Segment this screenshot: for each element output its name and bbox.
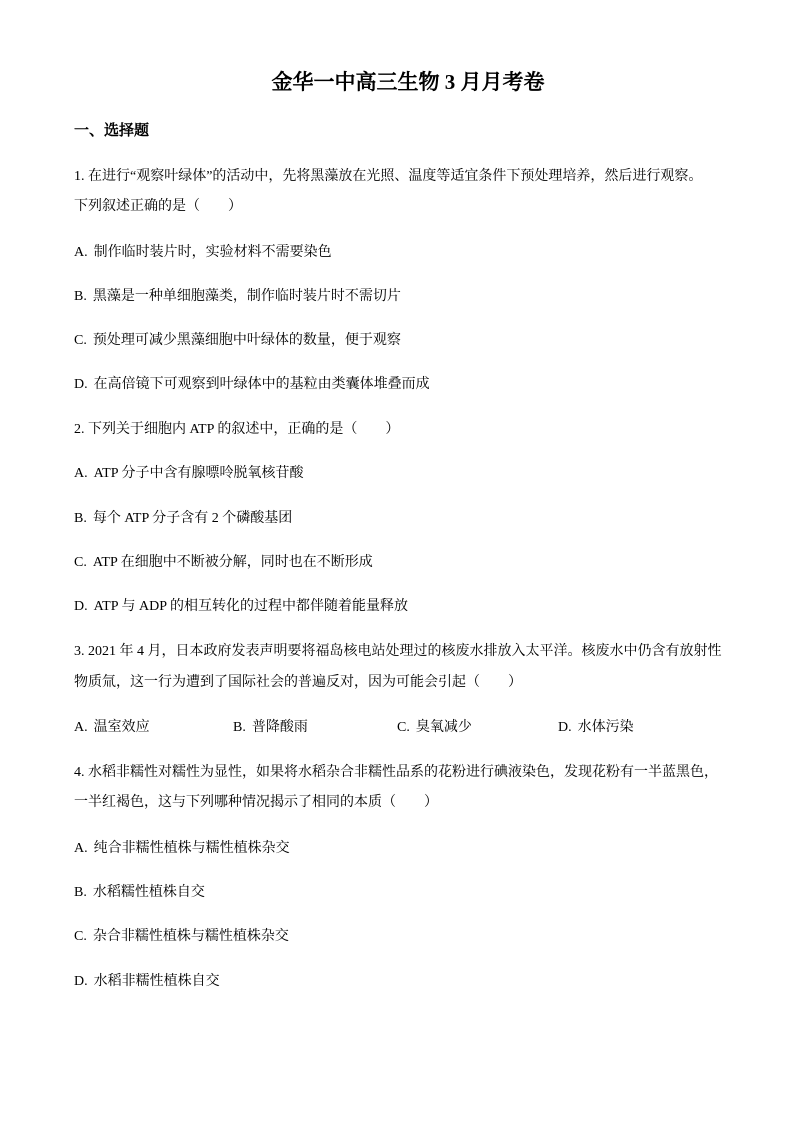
option-text: 水稻糯性植株自交 [92,885,205,900]
option-a [74,718,150,738]
option-text: 纯合非糯性植株与糯性植株杂交 [93,841,290,856]
option-c [74,927,289,947]
option-text: 每个 ATP 分子含有 2 个磷酸基团 [92,511,293,526]
option-label: C. [397,720,410,735]
option-c [74,553,373,573]
option-text: ATP 与 ADP 的相互转化的过程中都伴随着能量释放 [93,599,408,614]
option-b [233,718,308,738]
option-d [74,597,408,617]
question-stem-line: 下列叙述正确的是（ ） [74,199,242,214]
question-stem-line: 1. 在进行“观察叶绿体”的活动中，先将黑藻放在光照、温度等适宜条件下预处理培养，然后进行观察。 [74,169,703,184]
option-b [74,509,292,529]
option-c [74,331,401,351]
option-a [74,243,332,263]
option-label: B. [74,885,87,900]
option-text: 臭氧减少 [415,720,472,735]
option-a [74,464,304,484]
option-label: A. [74,245,88,260]
option-text: 水体污染 [577,720,634,735]
option-a [74,839,290,859]
option-b [74,883,205,903]
option-text: 黑藻是一种单细胞藻类，制作临时装片时不需切片 [92,289,401,304]
option-text: 制作临时装片时，实验材料不需要染色 [93,245,332,260]
question-stem-line: 物质氚，这一行为遭到了国际社会的普遍反对，因为可能会引起（ ） [74,675,522,690]
option-text: 普降酸雨 [251,720,308,735]
option-text: 预处理可减少黑藻细胞中叶绿体的数量，便于观察 [92,333,401,348]
option-label: D. [74,974,88,989]
option-label: C. [74,555,87,570]
option-c [397,718,472,738]
option-d [74,972,220,992]
section-heading: 一、选择题 [74,123,150,139]
option-label: D. [558,720,572,735]
option-d [558,718,634,738]
option-label: A. [74,841,88,856]
option-label: C. [74,929,87,944]
page-title: 金华一中高三生物 3 月月考卷 [271,70,545,94]
option-label: B. [233,720,246,735]
question-stem-line: 3. 2021 年 4 月，日本政府发表声明要将福岛核电站处理过的核废水排放入太平洋。核废水中仍含有放射性 [74,644,722,659]
option-label: B. [74,289,87,304]
option-text: 杂合非糯性植株与糯性植株杂交 [92,929,289,944]
option-label: D. [74,599,88,614]
question-stem-line: 一半红褐色，这与下列哪种情况揭示了相同的本质（ ） [74,795,438,810]
question-stem-line: 2. 下列关于细胞内 ATP 的叙述中，正确的是（ ） [74,422,400,437]
option-b [74,287,401,307]
option-text: ATP 分子中含有腺嘌呤脱氧核苷酸 [93,466,304,481]
option-text: 在高倍镜下可观察到叶绿体中的基粒由类囊体堆叠而成 [93,377,430,392]
option-text: 温室效应 [93,720,150,735]
option-label: B. [74,511,87,526]
option-label: C. [74,333,87,348]
option-text: 水稻非糯性植株自交 [93,974,220,989]
option-d [74,375,430,395]
question-stem-line: 4. 水稻非糯性对糯性为显性，如果将水稻杂合非糯性品系的花粉进行碘液染色，发现花粉有一半蓝黑色， [74,765,718,780]
option-text: ATP 在细胞中不断被分解，同时也在不断形成 [92,555,373,570]
option-label: A. [74,720,88,735]
option-label: D. [74,377,88,392]
option-label: A. [74,466,88,481]
